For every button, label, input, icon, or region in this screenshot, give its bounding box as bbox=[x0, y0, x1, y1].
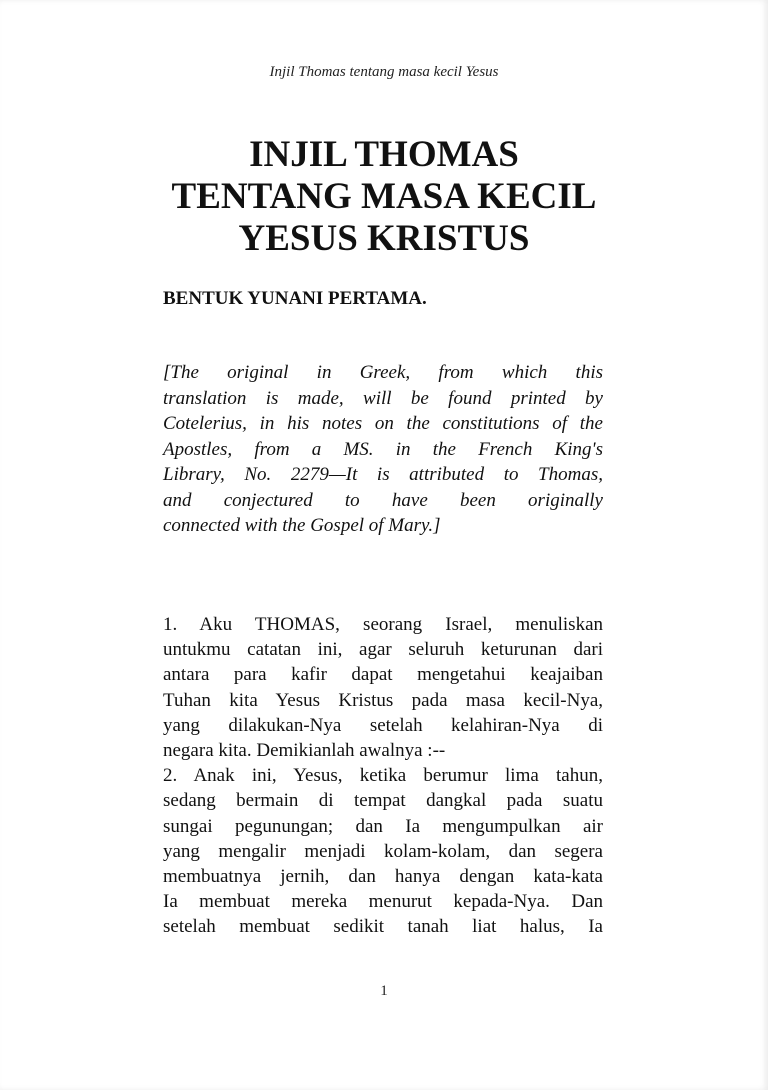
note-line: Cotelerius, in his notes on the constitutions of the bbox=[163, 413, 603, 434]
title-line: INJIL THOMAS bbox=[249, 134, 519, 175]
body-line: yang dilakukan-Nya setelah kelahiran-Nya di bbox=[163, 714, 603, 736]
body-line: 1. Aku THOMAS, seorang Israel, menuliskan bbox=[163, 614, 603, 635]
body-text bbox=[163, 612, 603, 940]
body-line: yang mengalir menjadi kolam-kolam, dan segera bbox=[163, 840, 603, 862]
title-line: YESUS KRISTUS bbox=[238, 218, 530, 259]
note-line: Apostles, from a MS. in the French King's bbox=[163, 438, 603, 460]
body-line: sungai pegunungan; dan Ia mengumpulkan air bbox=[163, 815, 603, 837]
page-number: 1 bbox=[380, 983, 388, 999]
section-heading: BENTUK YUNANI PERTAMA. bbox=[163, 288, 427, 309]
note-line: and conjectured to have been originally bbox=[163, 489, 603, 511]
note-line: Library, No. 2279—It is attributed to Thomas, bbox=[163, 464, 603, 485]
body-line: antara para kafir dapat mengetahui keajaiban bbox=[163, 664, 603, 686]
body-line: negara kita. Demikianlah awalnya :-- bbox=[163, 740, 446, 762]
document-title bbox=[150, 134, 618, 260]
body-line: Tuhan kita Yesus Kristus pada masa kecil-Nya, bbox=[163, 689, 603, 711]
title-line: TENTANG MASA KECIL bbox=[171, 176, 597, 217]
body-line: untukmu catatan ini, agar seluruh keturunan dari bbox=[163, 639, 603, 661]
running-header: Injil Thomas tentang masa kecil Yesus bbox=[269, 64, 499, 80]
body-line: sedang bermain di tempat dangkal pada suatu bbox=[163, 790, 603, 812]
body-line: 2. Anak ini, Yesus, ketika berumur lima tahun, bbox=[163, 765, 603, 787]
body-line: membuatnya jernih, dan hanya dengan kata-kata bbox=[163, 866, 603, 888]
note-line: connected with the Gospel of Mary.] bbox=[163, 515, 441, 536]
body-line: Ia membuat mereka menurut kepada-Nya. Dan bbox=[163, 891, 603, 913]
translator-note bbox=[163, 360, 603, 539]
note-line: translation is made, will be found printed by bbox=[163, 387, 603, 409]
note-line: [The original in Greek, from which this bbox=[163, 362, 603, 383]
body-line: setelah membuat sedikit tanah liat halus, Ia bbox=[163, 916, 603, 938]
